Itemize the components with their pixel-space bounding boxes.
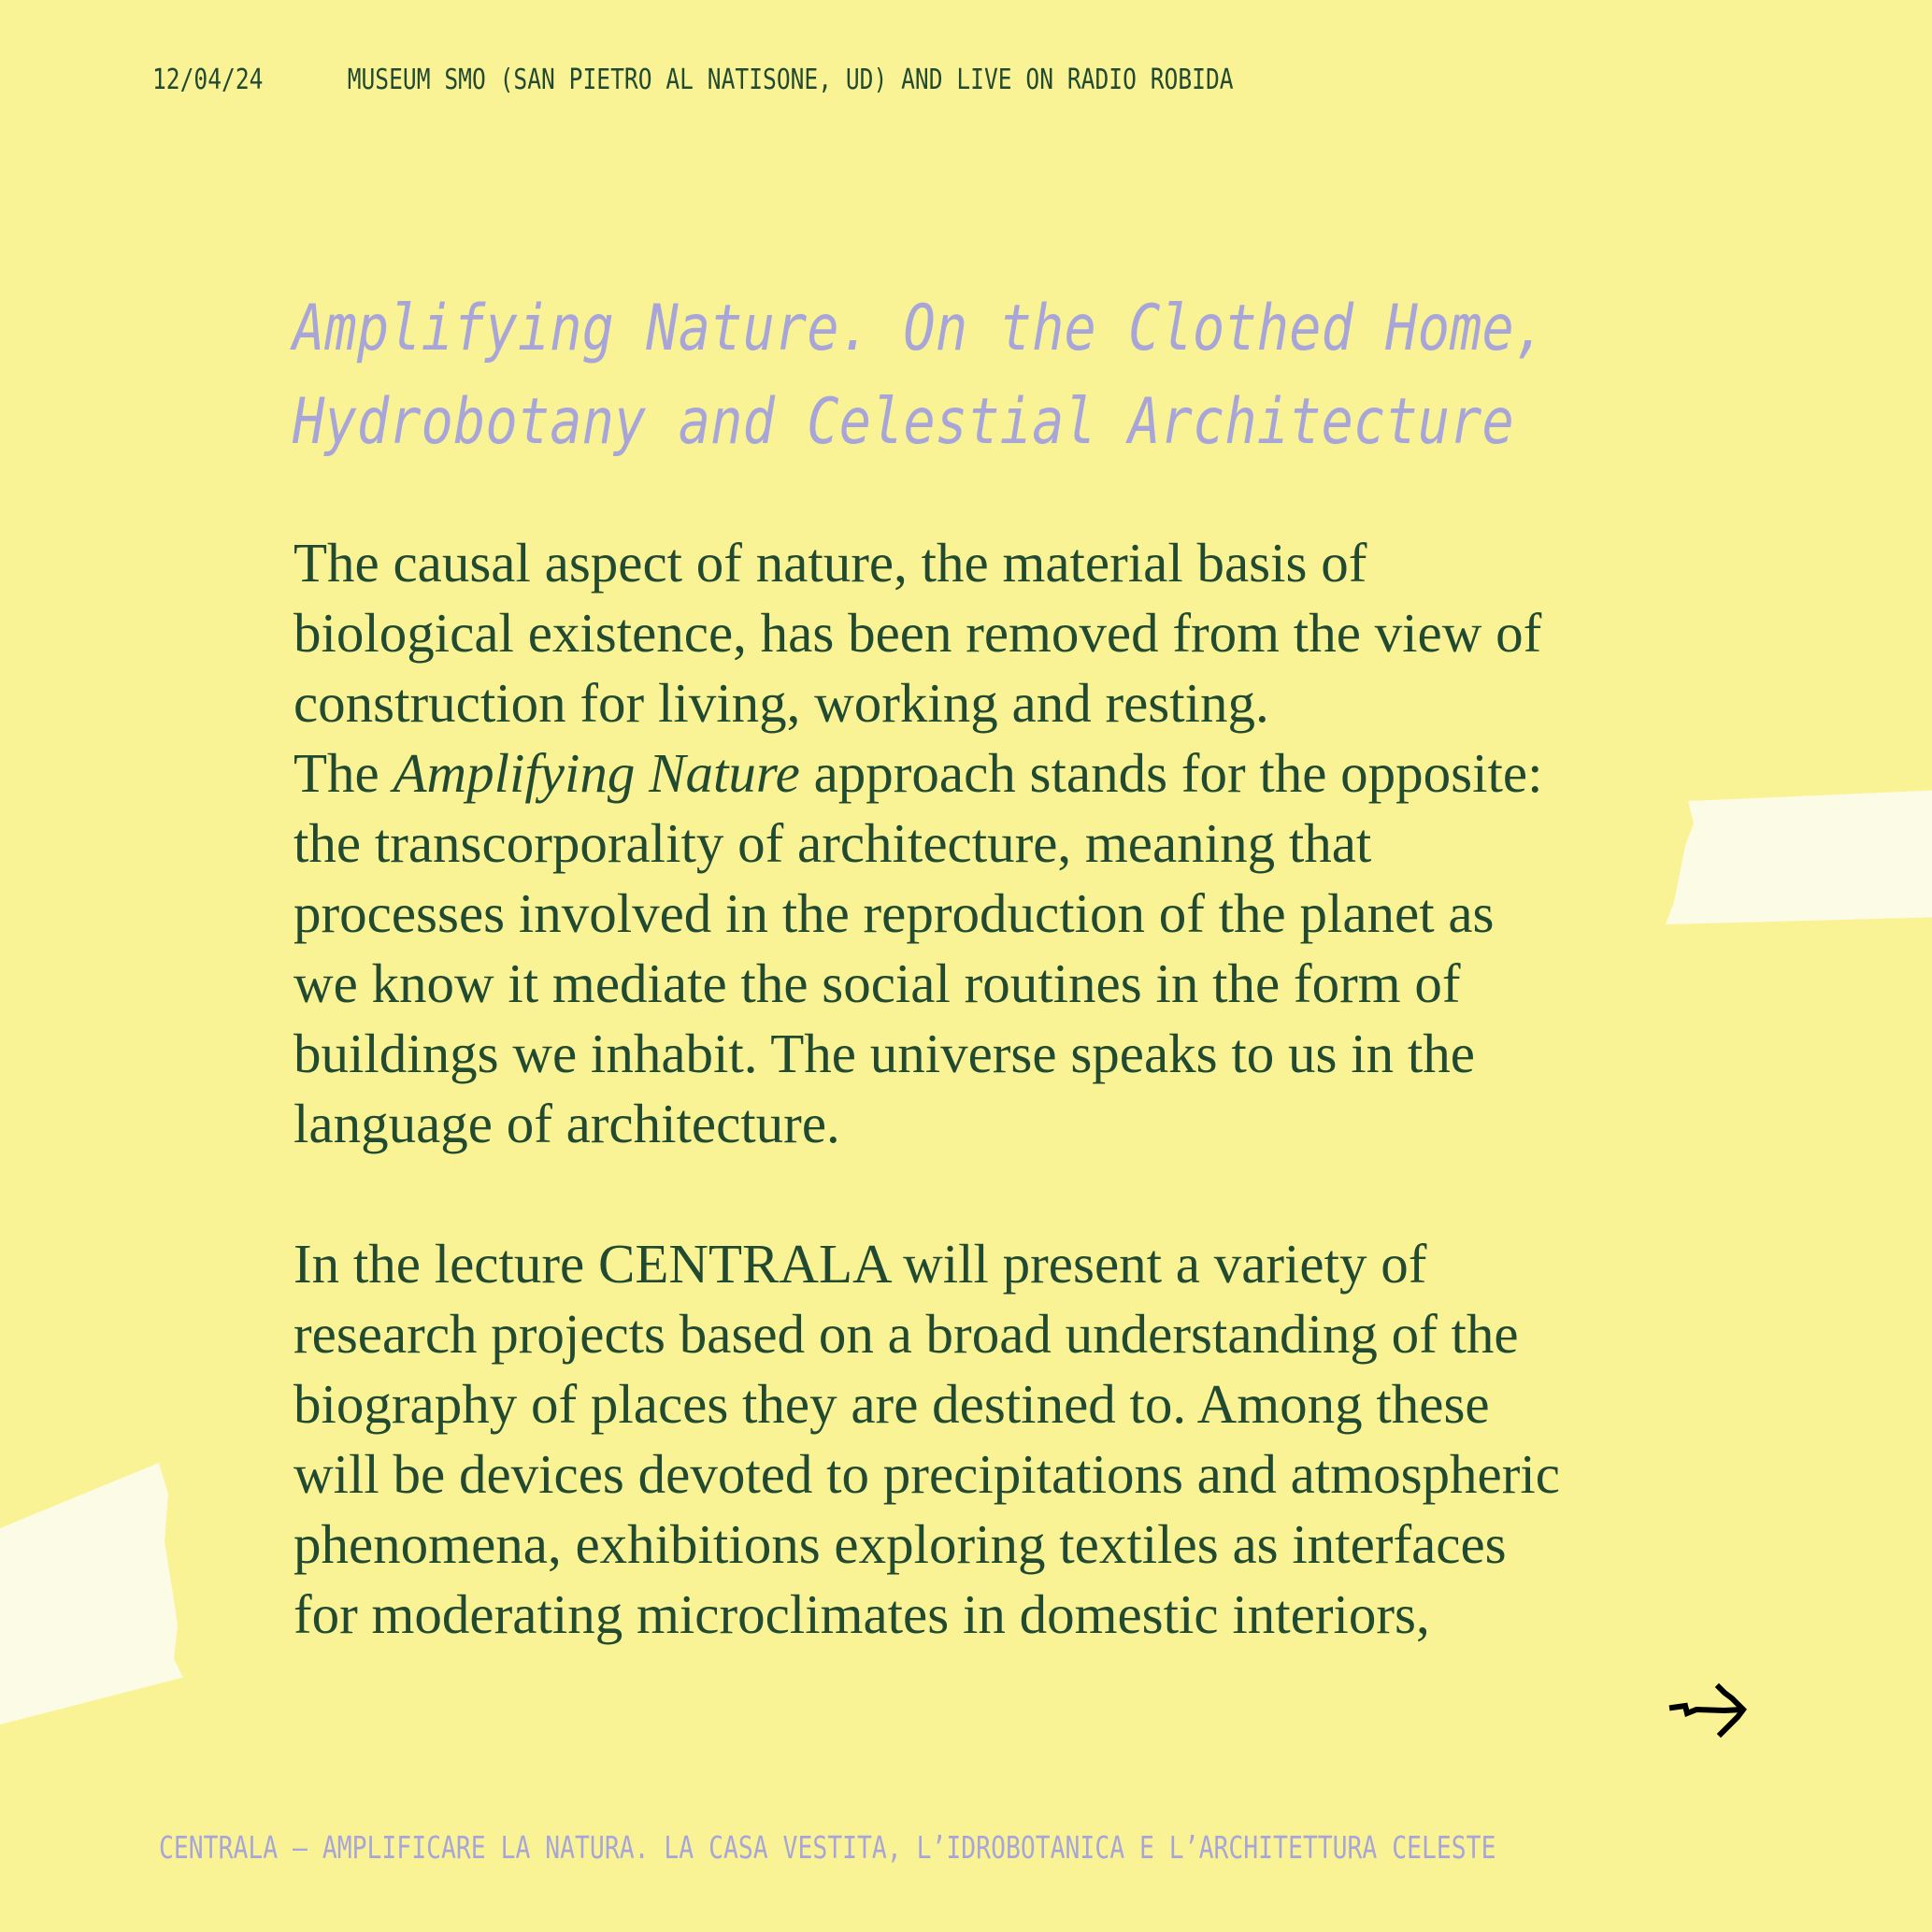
footer-caption: CENTRALA – AMPLIFICARE LA NATURA. LA CASA VESTITA, L’IDROBOTANICA E L’ARCHITETTURA CELESTE [159,1829,1496,1866]
paragraph-line: biography of places they are destined to. Among these [293,1373,1490,1435]
paragraph-line: processes involved in the reproduction of the planet as [293,882,1495,944]
tape-decoration-right [1666,790,1932,977]
paragraph-line: the transcorporality of architecture, meaning that [293,812,1372,874]
event-date: 12/04/24 [152,64,264,96]
paragraph-line: language of architecture. [293,1093,840,1154]
title-line-2: Hydrobotany and Celestial Architecture [293,385,1514,459]
tape-decoration-left [0,1463,187,1724]
line-text: The [293,742,394,804]
body-text [293,528,1696,1650]
arrow-right-icon[interactable] [1668,1678,1753,1743]
paragraph-line: research projects based on a broad understanding of the [293,1303,1519,1365]
paragraph-line: The causal aspect of nature, the material basis of [293,532,1367,594]
title-line-1: Amplifying Nature. On the Clothed Home, [293,292,1547,365]
paragraph-line [293,738,1696,809]
paragraph-line: phenomena, exhibitions exploring textiles as interfaces [293,1513,1507,1575]
event-venue: MUSEUM SMO (SAN PIETRO AL NATISONE, UD) AND LIVE ON RADIO ROBIDA [347,64,1234,96]
paragraph-lecture [293,1229,1696,1650]
paragraph-line: we know it mediate the social routines in the form of [293,952,1461,1014]
paragraph-line: In the lecture CENTRALA will present a variety of [293,1233,1427,1295]
page-title [293,282,1547,469]
paragraph-line: for moderating microclimates in domestic interiors, [293,1583,1430,1645]
event-header [152,64,1234,96]
paragraph-line: biological existence, has been removed from the view of [293,602,1542,664]
paragraph-line: buildings we inhabit. The universe speaks to us in the [293,1023,1475,1084]
paragraph-line: will be devices devoted to precipitations and atmospheric [293,1443,1560,1505]
paragraph-intro [293,528,1696,1159]
paragraph-spacer [293,1159,1696,1229]
paragraph-line: construction for living, working and resting. [293,672,1269,734]
emphasis-text: Amplifying Nature [393,742,800,804]
line-text: approach stands for the opposite: [799,742,1543,804]
